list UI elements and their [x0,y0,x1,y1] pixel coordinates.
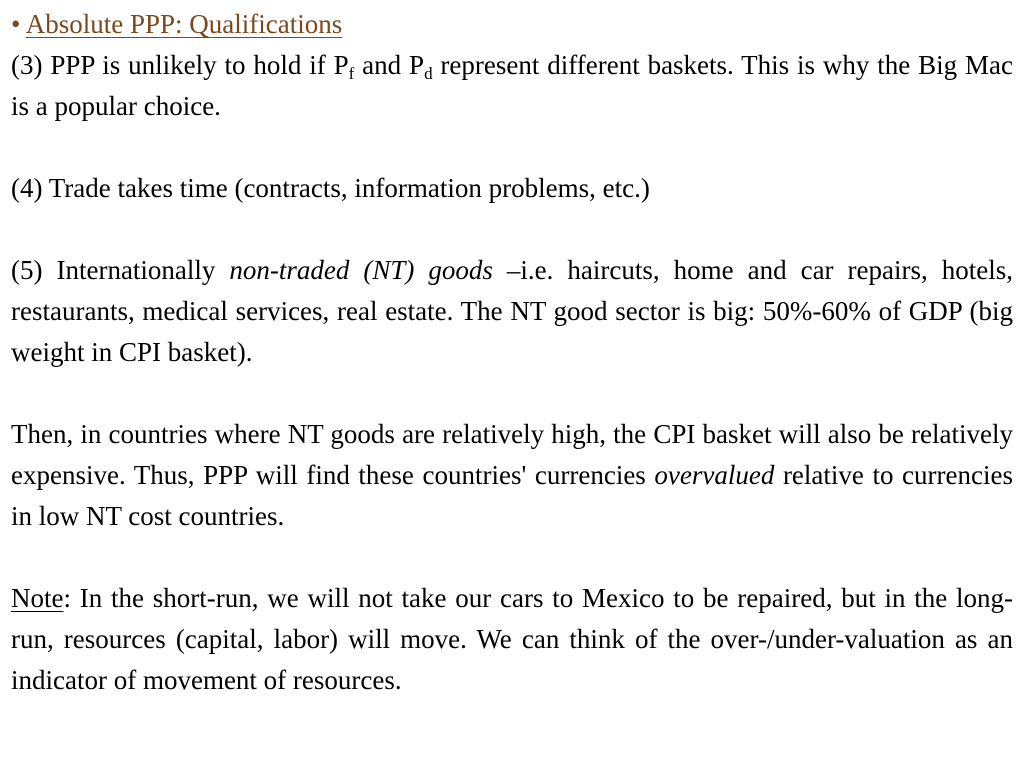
then-suffix: relative to currencies in low NT cost countries. [11,460,1013,531]
item-3-paragraph [11,45,1013,127]
item-3-mid: and P [354,50,425,80]
subscript-f: f [348,64,355,83]
item-5-prefix: (5) Internationally [11,255,230,285]
item-4-paragraph: (4) Trade takes time (contracts, information problems, etc.) [11,173,650,203]
then-paragraph [11,414,1013,537]
note-text: : In the short-run, we will not take our cars to Mexico to be repaired, but in the long-run, resources (capital, labor) will move. We can think of the over-/under-valuation as an indicator of movement of resources. [11,583,1013,695]
then-italic: overvalued [654,460,775,490]
spacer [11,537,1013,578]
item-5-paragraph [11,250,1013,373]
item-3-prefix: (3) PPP is unlikely to hold if P [11,50,349,80]
title-link[interactable]: Absolute PPP: Qualifications [25,9,343,39]
subscript-d: d [424,64,433,83]
spacer [11,127,1013,168]
slide-title [11,4,1013,45]
slide-content [11,4,1013,701]
note-paragraph [11,578,1013,701]
note-label: Note [11,583,64,613]
spacer [11,209,1013,250]
item-3-suffix: represent different baskets. This is why the Big Mac is a popular choice. [11,50,1014,121]
then-prefix: Then, in countries where NT goods are relatively high, the CPI basket will also be relatively expensive. Thus, PPP will find these countries' currencies [11,419,1013,490]
spacer [11,373,1013,414]
item-5-italic: non-traded (NT) goods [229,255,493,285]
bullet-icon: • [11,9,21,39]
item-5-suffix: –i.e. haircuts, home and car repairs, hotels, restaurants, medical services, real estate. The NT good sector is big: 50%-60% of GDP (big weight in CPI basket). [11,255,1013,367]
